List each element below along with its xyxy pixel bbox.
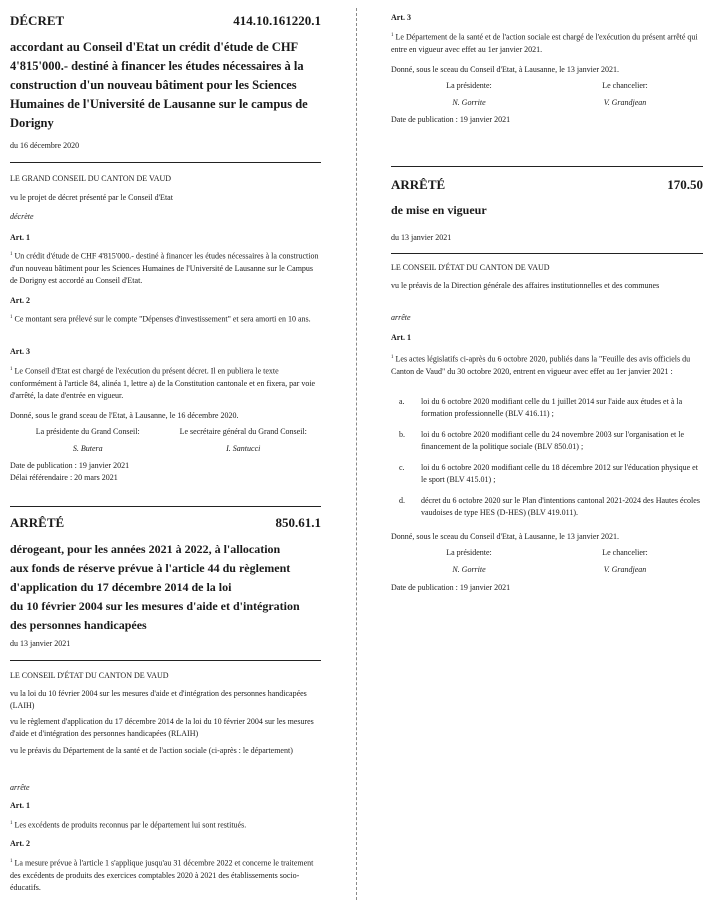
decret-vu: vu le projet de décret présenté par le Conseil d'Etat	[10, 193, 173, 202]
arrete-title-line: aux fonds de réserve prévue à l'article 44 du règlement	[10, 561, 291, 575]
arrete-date: du 13 janvier 2021	[10, 639, 71, 648]
decret-art2-text: Ce montant sera prélevé sur le compte "Dépenses d'investissement" et sera amorti en 10 ans.	[14, 314, 311, 324]
arrete-title-line: du 10 février 2004 sur les mesures d'aide et d'intégration	[10, 599, 300, 613]
arrete-art2	[10, 856, 321, 894]
arrete-vu-rlaih: vu le règlement d'application du 17 décembre 2014 de la loi du 10 février 2004 sur les mesures d'aide et d'intégration des personnes handicapées (RLAIH)	[10, 717, 314, 738]
cont-signature-roles	[391, 80, 703, 91]
signature-name-right: V. Grandjean	[603, 565, 647, 574]
list-item-text: loi du 6 octobre 2020 modifiant celle du 18 décembre 2012 sur l'éducation physique et le sport (BLV 415.01) ;	[421, 463, 698, 484]
decret-art3-label: Art. 3	[10, 347, 30, 356]
decret-art2	[10, 312, 321, 326]
arrete-title-line: dérogeant, pour les années 2021 à 2022, à l'allocation	[10, 542, 281, 556]
arrete2-art1-label: Art. 1	[391, 333, 411, 342]
decret-given: Donné, sous le grand sceau de l'Etat, à Lausanne, le 16 décembre 2020.	[10, 411, 239, 420]
column-separator	[356, 8, 357, 900]
arrete-title-line: des personnes handicapées	[10, 618, 147, 632]
list-item-text: loi du 6 octobre 2020 modifiant celle du 1 juillet 2014 sur l'aide aux études et à la formation professionnelle (BLV 416.11) ;	[421, 397, 683, 418]
arrete-art1-text: Les excédents de produits reconnus par le département lui sont restitués.	[14, 820, 247, 830]
signature-role-left: La présidente:	[446, 548, 492, 557]
arrete2-art1-text: Les actes législatifs ci-après du 6 octobre 2020, publiés dans la "Feuille des avis officiels du Canton de Vaud" du 30 octobre 2020, entrent en vigueur avec effet au 1er janvier 2021 :	[391, 354, 691, 376]
arrete-type: ARRÊTÉ	[10, 515, 65, 530]
decret-signature-roles	[10, 426, 321, 437]
decret-art1	[10, 249, 321, 287]
cont-art3-text: Le Département de la santé et de l'action sociale est chargé de l'exécution du présent arrêté qui entre en vigueur avec effet au 1er janvier 2021.	[391, 32, 698, 54]
cont-signature-names	[391, 97, 703, 108]
list-item	[391, 462, 703, 486]
signature-role-right: Le chancelier:	[602, 548, 648, 557]
arrete2-publication-date: Date de publication : 19 janvier 2021	[391, 583, 511, 592]
signature-role-left: La présidente du Grand Conseil:	[35, 427, 140, 436]
footnote-marker: 1	[10, 821, 13, 826]
divider	[10, 162, 321, 163]
arrete2-list	[391, 396, 703, 519]
arrete-art2-text: La mesure prévue à l'article 1 s'applique jusqu'au 31 décembre 2022 et concerne le traitement des excédents de produits des exercices comptables 2020 à 2021 des établissements socio-éducatifs.	[10, 858, 314, 892]
list-item-marker: d.	[399, 496, 405, 505]
arrete-verb: arrête	[10, 783, 30, 792]
arrete2-art1	[391, 352, 703, 378]
footnote-marker: 1	[391, 33, 394, 38]
arrete2-date: du 13 janvier 2021	[391, 233, 452, 242]
arrete2-header	[391, 176, 703, 193]
decret-number: 414.10.161220.1	[233, 13, 321, 28]
decret-title: accordant au Conseil d'Etat un crédit d'étude de CHF 4'815'000.- destiné à financer les études nécessaires à la construction d'un nouveau bâtiment pour les Sciences Humaines de l'Université de Lausanne sur le campus de Dorigny	[10, 40, 308, 130]
list-item-marker: b.	[399, 430, 405, 439]
arrete2-signature-names	[391, 564, 703, 575]
signature-name-right: V. Grandjean	[603, 98, 647, 107]
signature-name-right: I. Santucci	[226, 444, 261, 453]
divider	[391, 253, 703, 254]
signature-role-left: La présidente:	[446, 81, 492, 90]
list-item	[391, 429, 703, 453]
cont-given: Donné, sous le sceau du Conseil d'Etat, à Lausanne, le 13 janvier 2021.	[391, 65, 620, 74]
arrete-authority: LE CONSEIL D'ÉTAT DU CANTON DE VAUD	[10, 671, 169, 680]
decret-art2-label: Art. 2	[10, 296, 30, 305]
arrete-art1	[10, 818, 321, 831]
cont-art3-label: Art. 3	[391, 13, 411, 22]
decret-type: DÉCRET	[10, 13, 65, 28]
arrete2-verb: arrête	[391, 313, 411, 322]
decret-art3-text: Le Conseil d'Etat est chargé de l'exécution du présent décret. Il en publiera le texte conformément à l'article 84, alinéa 1, lettre a) de la Constitution cantonale et en fixera, par voie d'arrêté, la date d'entrée en vigueur.	[10, 366, 316, 400]
divider	[10, 660, 321, 661]
decret-art3	[10, 364, 321, 402]
signature-name-left: N. Gorrite	[452, 565, 486, 574]
arrete-vu-preavis: vu le préavis du Département de la santé et de l'action sociale (ci-après : le département)	[10, 746, 293, 755]
arrete2-title: de mise en vigueur	[391, 203, 487, 217]
arrete2-signature-roles	[391, 547, 703, 558]
decret-referendum-deadline: Délai référendaire : 20 mars 2021	[10, 473, 118, 482]
arrete2-number: 170.50	[667, 177, 703, 192]
arrete-header	[10, 514, 321, 531]
arrete-art2-label: Art. 2	[10, 839, 30, 848]
decret-verb: décrète	[10, 212, 34, 221]
list-item-marker: a.	[399, 397, 405, 406]
decret-art1-label: Art. 1	[10, 233, 30, 242]
arrete-number: 850.61.1	[275, 515, 321, 530]
decret-date: du 16 décembre 2020	[10, 141, 80, 150]
arrete2-authority: LE CONSEIL D'ÉTAT DU CANTON DE VAUD	[391, 263, 550, 272]
footnote-marker: 1	[10, 315, 13, 320]
decret-header	[10, 12, 321, 29]
footnote-marker: 1	[10, 859, 13, 864]
footnote-marker: 1	[391, 355, 394, 360]
footnote-marker: 1	[10, 367, 13, 372]
list-item-marker: c.	[399, 463, 405, 472]
list-item-text: loi du 6 octobre 2020 modifiant celle du 24 novembre 2003 sur l'organisation et le financement de la politique sociale (BLV 850.01) ;	[421, 430, 685, 451]
section-rule	[391, 166, 703, 167]
decret-art1-text: Un crédit d'étude de CHF 4'815'000.- destiné à financer les études nécessaires à la construction d'un nouveau bâtiment pour les Sciences Humaines de l'Université de Lausanne sur le Campus de Dorigny est accordé au Conseil d'Etat.	[10, 251, 319, 285]
arrete-title	[10, 540, 321, 635]
signature-role-right: Le chancelier:	[602, 81, 648, 90]
signature-name-left: S. Butera	[72, 444, 103, 453]
list-item	[391, 396, 703, 420]
arrete2-vu: vu le préavis de la Direction générale des affaires institutionnelles et des communes	[391, 281, 660, 290]
decret-authority: LE GRAND CONSEIL DU CANTON DE VAUD	[10, 174, 172, 183]
decret-signature-names	[10, 443, 321, 454]
signature-role-right: Le secrétaire général du Grand Conseil:	[179, 427, 307, 436]
cont-art3	[391, 30, 703, 56]
arrete-art1-label: Art. 1	[10, 801, 30, 810]
decret-publication-date: Date de publication : 19 janvier 2021	[10, 461, 130, 470]
footnote-marker: 1	[10, 252, 13, 257]
section-rule	[10, 506, 321, 507]
signature-name-left: N. Gorrite	[452, 98, 486, 107]
list-item	[391, 495, 703, 519]
cont-publication-date: Date de publication : 19 janvier 2021	[391, 115, 511, 124]
arrete-vu-laih: vu la loi du 10 février 2004 sur les mesures d'aide et d'intégration des personnes handicapées (LAIH)	[10, 689, 307, 710]
list-item-text: décret du 6 octobre 2020 sur le Plan d'intentions cantonal 2021-2024 des Hautes écoles vaudoises de type HES (D-HES) (BLV 419.011).	[421, 496, 700, 517]
arrete2-type: ARRÊTÉ	[391, 177, 446, 192]
arrete-title-line: d'application du 17 décembre 2014 de la loi	[10, 580, 232, 594]
arrete2-given: Donné, sous le sceau du Conseil d'Etat, à Lausanne, le 13 janvier 2021.	[391, 532, 620, 541]
